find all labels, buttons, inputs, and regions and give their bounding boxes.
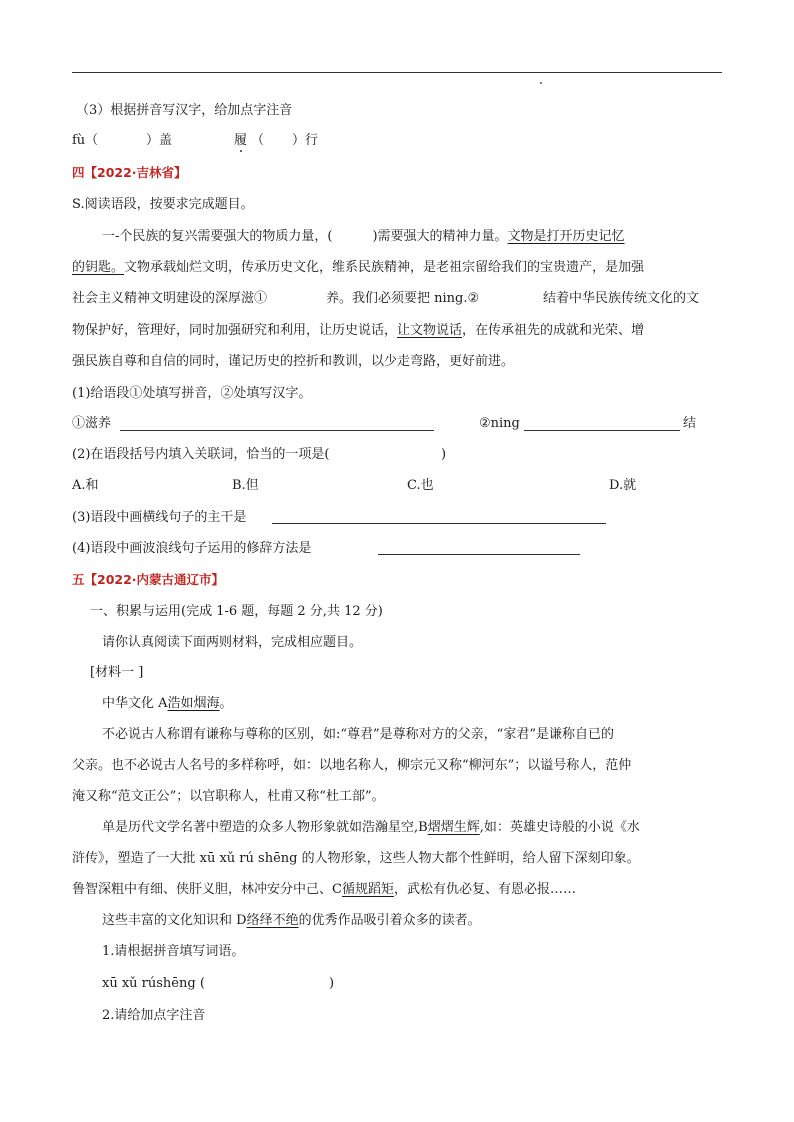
q4-answer-blank[interactable] — [378, 554, 580, 555]
material-line-7: 鲁智深粗中有细、侠肝义胆，林冲安分中己、C循规蹈矩，武松有仇必复、有恩必报…… — [72, 882, 576, 897]
q3-item2-char: 履 — [234, 133, 248, 148]
q1-answer-blank-b[interactable] — [524, 430, 680, 431]
material-line-1: 中华文化 A浩如烟海。 — [102, 696, 233, 711]
q3-item1-pinyin: fù（ — [72, 133, 99, 148]
passage-line-4: 物保护好，管理好，同时加强研究和利用，让历史说话，让文物说话，在传承祖先的成就和光荣、增 — [72, 323, 645, 338]
passage-line-1: 一-个民族的复兴需要强大的物质力量，( )需要强大的精神力量。文物是打开历史记忆 — [102, 229, 625, 244]
option-a: A.和 — [72, 478, 99, 493]
sec4-question-2-end: ) — [441, 447, 447, 462]
material-one-label: [材料一 ] — [90, 665, 144, 680]
q1-label-a: ①滋养 — [72, 416, 112, 431]
option-b: B.但 — [232, 478, 259, 493]
q3-item2-end: ）行 — [292, 133, 319, 148]
passage-line-2: 的钥匙。文物承载灿烂文明，传承历史文化，维系民族精神，是老祖宗留给我们的宝贵遗产，是加强 — [72, 260, 645, 275]
option-d: D.就 — [609, 478, 637, 493]
q1-label-c: 结 — [683, 416, 697, 431]
stray-dot — [540, 82, 542, 84]
material-line-2: 不必说古人称谓有谦称与尊称的区别，如:“尊君”是尊称对方的父亲，“家君”是谦称自已的 — [102, 727, 614, 742]
material-line-6: 浒传》，塑造了一大批 xū xǔ rú shēng 的人物形象，这些人物大都个性鲜明，给人留下深刻印象。 — [72, 851, 640, 866]
q3-prompt: （3）根据拼音写汉字，给加点字注音 — [76, 103, 293, 118]
q3-answer-blank[interactable] — [272, 523, 606, 524]
section5-part: 一、积累与运用(完成 1-6 题，每题 2 分,共 12 分) — [90, 604, 383, 619]
q3-item2-paren: （ — [251, 133, 265, 148]
section5-header: 五【2022·内蒙古通辽市】 — [72, 572, 225, 587]
sec4-question-3: (3)语段中画横线句子的主干是 — [72, 510, 247, 525]
section4-header: 四【2022·吉林省】 — [72, 165, 187, 180]
sec5-q1-pinyin: xū xǔ rúshēng ( — [102, 976, 205, 991]
passage-line-3b: 养。我们必须要把 ning.② — [326, 291, 480, 306]
q1-answer-blank-a[interactable] — [120, 430, 434, 431]
passage-line-5: 强民族自尊和自信的同时，谨记历史的控折和教训，以少走弯路，更好前进。 — [72, 354, 515, 369]
sec4-question-1: (1)给语段①处填写拼音，②处填写汉字。 — [72, 386, 312, 401]
sec5-question-2: 2.请给加点字注音 — [102, 1008, 206, 1023]
sec4-question-4: (4)语段中画波浪线句子运用的修辞方法是 — [72, 541, 312, 556]
header-rule — [72, 72, 722, 73]
material-line-5: 单是历代文学名著中塑造的众多人物形象就如浩瀚星空,B熠熠生辉,如：英雄史诗般的小说《水 — [102, 820, 640, 835]
q1-label-b: ②ning — [479, 416, 520, 431]
material-line-4: 淹又称“范文正公”；以官职称人，杜甫又称“杜工部”。 — [72, 789, 385, 804]
q3-item1-end: ）盖 — [146, 133, 173, 148]
passage-line-3c: 结着中华民族传统文化的文 — [543, 291, 700, 306]
material-line-8: 这些丰富的文化知识和 D络绎不绝的优秀作品吸引着众多的读者。 — [102, 913, 481, 928]
material-line-3: 父亲。也不必说古人名号的多样称呼，如：以地名称人，柳宗元又称“柳河东”；以谥号称人，范仲 — [72, 758, 632, 773]
option-c: C.也 — [407, 478, 434, 493]
section5-instructions: 请你认真阅读下面两则材料，完成相应题目。 — [102, 635, 363, 650]
section4-intro: S.阅读语段，按要求完成题目。 — [72, 197, 254, 212]
sec4-question-2: (2)在语段括号内填入关联词，恰当的一项是( — [72, 447, 330, 462]
sec5-question-1: 1.请根据拼音填写词语。 — [102, 944, 245, 959]
passage-line-3a: 社会主义精神文明建设的深厚滋① — [72, 291, 268, 306]
sec5-q1-close: ) — [329, 976, 335, 991]
